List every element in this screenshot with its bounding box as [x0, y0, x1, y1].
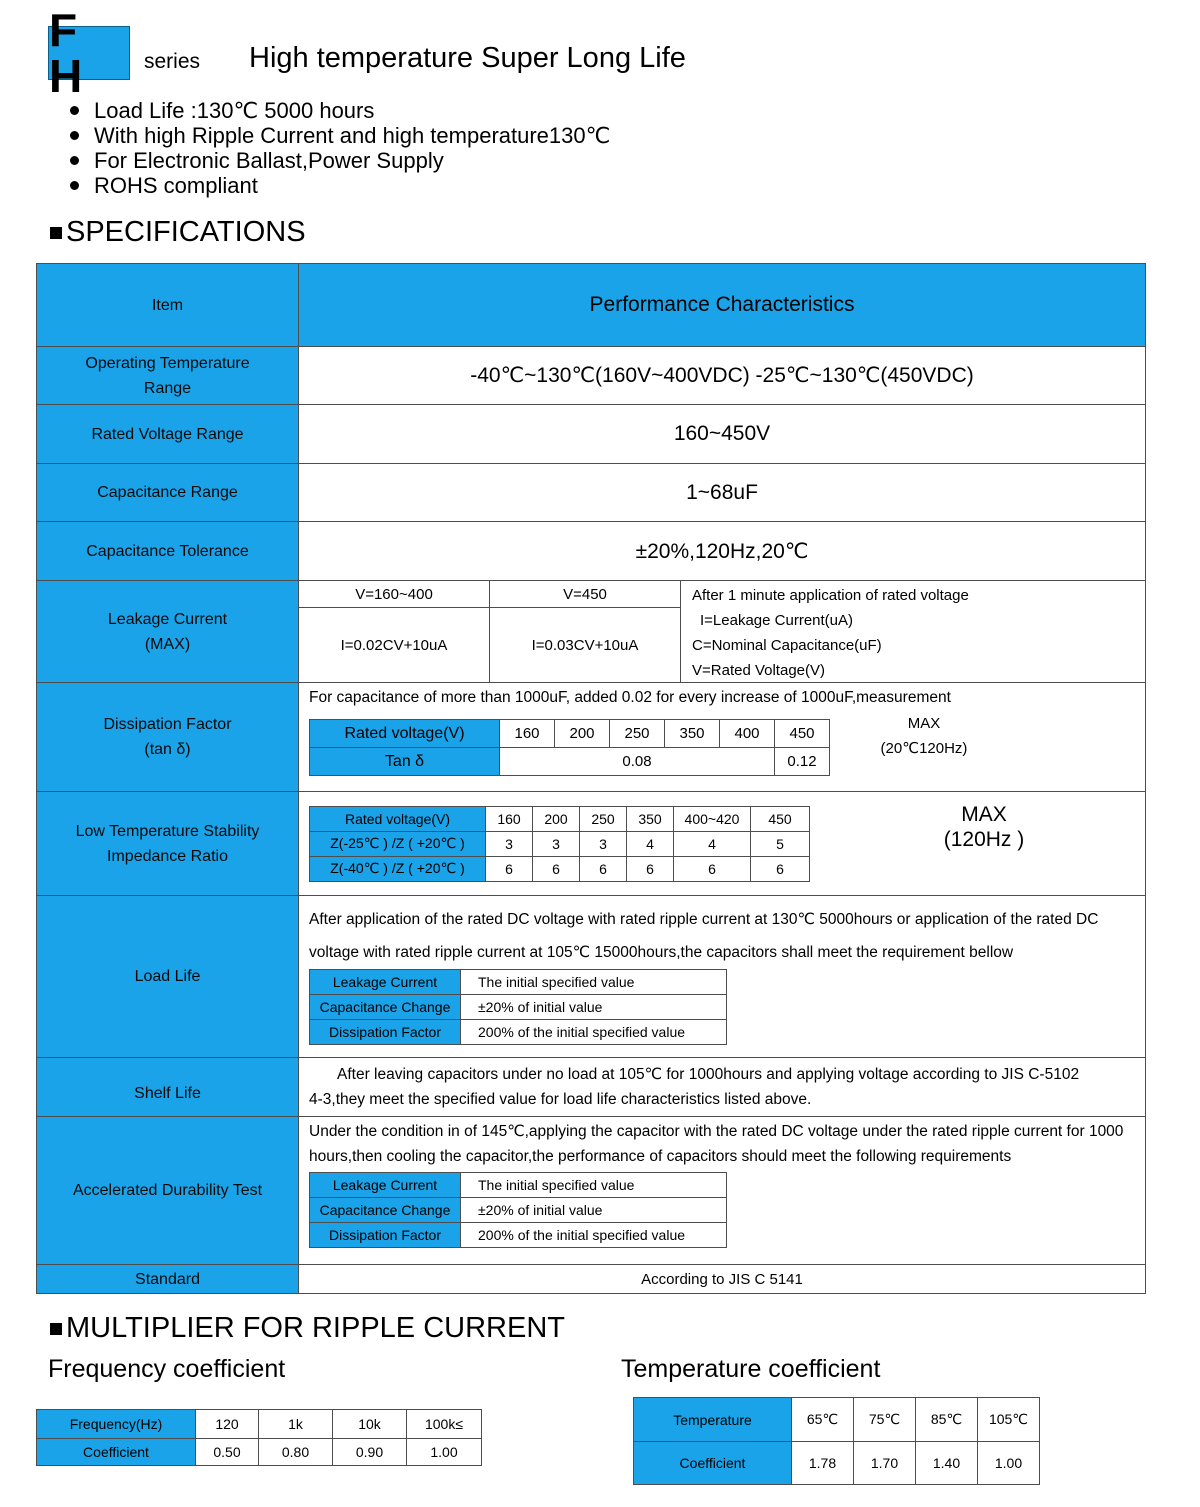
table-row: [37, 464, 1146, 522]
leakage-header-160-400: V=160~400: [299, 581, 489, 608]
table-row: [37, 1265, 1146, 1294]
shelf-life-text: After leaving capacitors under no load at 105℃ for 1000hours and applying voltage according to JIS C-5102 4-3,they meet the specified value for load life characteristics listed above.: [309, 1066, 1080, 1108]
leakage-notes: After 1 minute application of rated voltage I=Leakage Current(uA) C=Nominal Capacitance(uF) V=Rated Voltage(V): [692, 587, 969, 679]
series-logo-text: F H: [49, 4, 87, 102]
list-item: For Electronic Ballast,Power Supply: [70, 148, 610, 173]
bullet-icon: [70, 106, 79, 115]
table-row: [37, 1117, 1146, 1265]
row-label-capacitance-tolerance: Capacitance Tolerance: [37, 522, 299, 581]
table-row: [37, 581, 1146, 683]
dissipation-table: Rated voltage(V) 160 200 250 350 400 450 Tan δ 0.08 0.12: [309, 719, 830, 776]
table-row: Frequency(Hz) 120 1k 10k 100k≤: [37, 1410, 482, 1439]
series-label: series: [144, 50, 201, 73]
bullet-icon: [70, 181, 79, 190]
section-heading-ripple-current: MULTIPLIER FOR RIPPLE CURRENT: [50, 1312, 565, 1345]
page-title: High temperature Super Long Life: [249, 42, 686, 74]
table-row: [37, 405, 1146, 464]
standard-value: According to JIS C 5141: [299, 1265, 1146, 1294]
temperature-coefficient-title: Temperature coefficient: [621, 1355, 881, 1383]
list-item: ROHS compliant: [70, 173, 610, 198]
dissipation-condition: MAX (20℃120Hz): [880, 715, 968, 757]
section-heading-specifications: SPECIFICATIONS: [50, 216, 306, 249]
list-item: Load Life :130℃ 5000 hours: [70, 98, 610, 123]
temperature-coefficient-table: [633, 1397, 1040, 1485]
frequency-coefficient-table: [36, 1409, 482, 1466]
row-label-accelerated-durability: Accelerated Durability Test: [37, 1117, 299, 1265]
leakage-formula-160-400: I=0.02CV+10uA: [340, 636, 448, 654]
table-row: Coefficient 0.50 0.80 0.90 1.00: [37, 1439, 482, 1466]
row-label-standard: Standard: [37, 1265, 299, 1294]
series-logo: [48, 4, 130, 102]
operating-temperature-value: -40℃~130℃(160V~400VDC) -25℃~130℃(450VDC): [299, 347, 1146, 405]
frequency-coefficient-title: Frequency coefficient: [48, 1355, 286, 1383]
row-label-dissipation-factor: Dissipation Factor (tan δ): [37, 683, 299, 792]
capacitance-tolerance-value: ±20%,120Hz,20℃: [299, 522, 1146, 581]
leakage-current-block: [299, 581, 1145, 682]
column-header-performance: Performance Characteristics: [299, 264, 1146, 347]
row-label-low-temperature-stability: Low Temperature Stability Impedance Ratio: [37, 792, 299, 896]
leakage-header-450: V=450: [490, 581, 680, 608]
table-row: [37, 1058, 1146, 1117]
row-label-operating-temperature: Operating Temperature Range: [37, 347, 299, 405]
load-life-table: Leakage Current The initial specified value Capacitance Change ±20% of initial value Dissipation Factor 200% of the initial specified value: [309, 969, 727, 1045]
specifications-table: [36, 263, 1146, 1294]
square-icon: [50, 1323, 62, 1335]
feature-list: [70, 98, 610, 198]
list-item: With high Ripple Current and high temperature130℃: [70, 123, 610, 148]
column-header-item: Item: [37, 264, 299, 347]
table-row: [37, 896, 1146, 1058]
load-life-text: After application of the rated DC voltage with rated ripple current at 130℃ 5000hours or application of the rated DC voltage with rated ripple current at 105℃ 15000hours,the capacitors shall meet the requirement bellow: [309, 911, 1099, 961]
table-row: [37, 792, 1146, 896]
capacitance-range-value: 1~68uF: [299, 464, 1146, 522]
bullet-icon: [70, 131, 79, 140]
table-row: Temperature 65℃ 75℃ 85℃ 105℃: [634, 1398, 1040, 1442]
table-row: [37, 683, 1146, 792]
rated-voltage-value: 160~450V: [299, 405, 1146, 464]
row-label-shelf-life: Shelf Life: [37, 1058, 299, 1117]
row-label-load-life: Load Life: [37, 896, 299, 1058]
leakage-formula-450: I=0.03CV+10uA: [531, 636, 639, 654]
table-row: [37, 347, 1146, 405]
impedance-ratio-table: Rated voltage(V) 160 200 250 350 400~420 450 Z(-25℃ ) /Z ( +20℃ ) 3 3 3 4 4 5 Z(-40℃ ) /Z ( +20℃ ) 6 6 6 6 6 6: [309, 806, 810, 882]
row-label-leakage-current: Leakage Current (MAX): [37, 581, 299, 683]
square-icon: [50, 227, 62, 239]
row-label-rated-voltage: Rated Voltage Range: [37, 405, 299, 464]
table-header-row: [37, 264, 1146, 347]
table-row: [37, 522, 1146, 581]
table-row: Coefficient 1.78 1.70 1.40 1.00: [634, 1442, 1040, 1485]
bullet-icon: [70, 156, 79, 165]
accelerated-durability-text: Under the condition in of 145℃,applying the capacitor with the rated DC voltage under the rated ripple current for 1000 hours,then cooling the capacitor,the performance of capacitors should meet the following requirements: [309, 1123, 1124, 1165]
row-label-capacitance-range: Capacitance Range: [37, 464, 299, 522]
impedance-condition: MAX (120Hz ): [943, 803, 1025, 851]
dissipation-note: For capacitance of more than 1000uF, added 0.02 for every increase of 1000uF,measurement: [309, 689, 951, 706]
accelerated-durability-table: Leakage Current The initial specified value Capacitance Change ±20% of initial value Dissipation Factor 200% of the initial specified value: [309, 1172, 727, 1248]
